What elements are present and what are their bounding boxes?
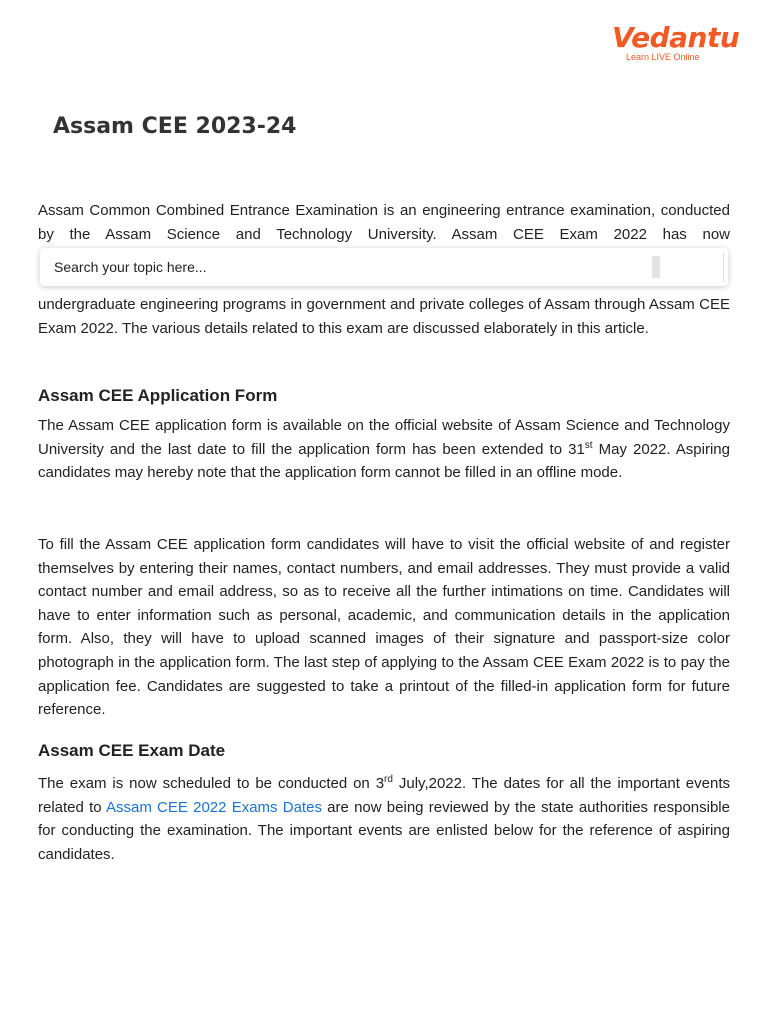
application-form-p1-text-b: May 2022. Aspiring candidates may hereby note that the application form cannot be filled in an offline mode.	[38, 440, 730, 482]
logo-wordmark: Vedantu	[612, 21, 740, 54]
exam-date-heading: Assam CEE Exam Date	[38, 741, 226, 760]
exam-dates-link[interactable]: Assam CEE 2022 Exams Dates	[105, 798, 322, 816]
page-title: Assam CEE 2023-24	[53, 114, 297, 139]
exam-date-text-b: July,2022. The dates for all the important events related to	[38, 775, 730, 816]
vedantu-logo[interactable]	[612, 21, 740, 62]
exam-date-text-c: are now being reviewed by the state authorities responsible for conducting the examination. The important events are enlisted below for the reference of aspiring candidates.	[38, 798, 730, 863]
application-form-p1-text-a: The Assam CEE application form is available on the official website of Assam Science and Technology University and the last date to fill the application form has been extended to 31	[38, 417, 730, 458]
search-input[interactable]	[54, 257, 614, 277]
search-bar[interactable]	[40, 248, 728, 286]
application-form-paragraph-2: To fill the Assam CEE application form candidates will have to visit the official website of and register themselves by entering their names, contact numbers, and email addresses. They must provide a valid contact number and email address, so as to receive all the further intimations on time. Candidates will have to enter information such as personal, academic, and communication details in the application form. Also, they will have to upload scanned images of their signature and passport-size color photograph in the application form. The last step of applying to the Assam CEE Exam 2022 is to pay the application fee. Candidates are suggested to take a printout of the filled-in application form for future reference.	[38, 536, 730, 719]
logo-tagline: Learn LIVE Online	[626, 52, 700, 62]
application-form-heading: Assam CEE Application Form	[38, 386, 278, 405]
intro-paragraph-top: Assam Common Combined Entrance Examination is an engineering entrance examination, conducted by the Assam Science and Technology University. Assam CEE Exam 2022 has now	[38, 202, 730, 243]
search-edge-divider	[723, 252, 728, 282]
exam-date-paragraph	[38, 772, 730, 866]
ordinal-suffix-rd: rd	[384, 774, 393, 785]
search-scroll-handle	[652, 256, 660, 278]
ordinal-suffix-st: st	[584, 439, 593, 451]
exam-date-text-a: The exam is now scheduled to be conducted on 3	[38, 775, 385, 792]
application-form-paragraph-1	[38, 414, 730, 485]
intro-paragraph-bottom: undergraduate engineering programs in government and private colleges of Assam through Assam CEE Exam 2022. The various details related to this exam are discussed elaborately in this article.	[38, 296, 730, 337]
